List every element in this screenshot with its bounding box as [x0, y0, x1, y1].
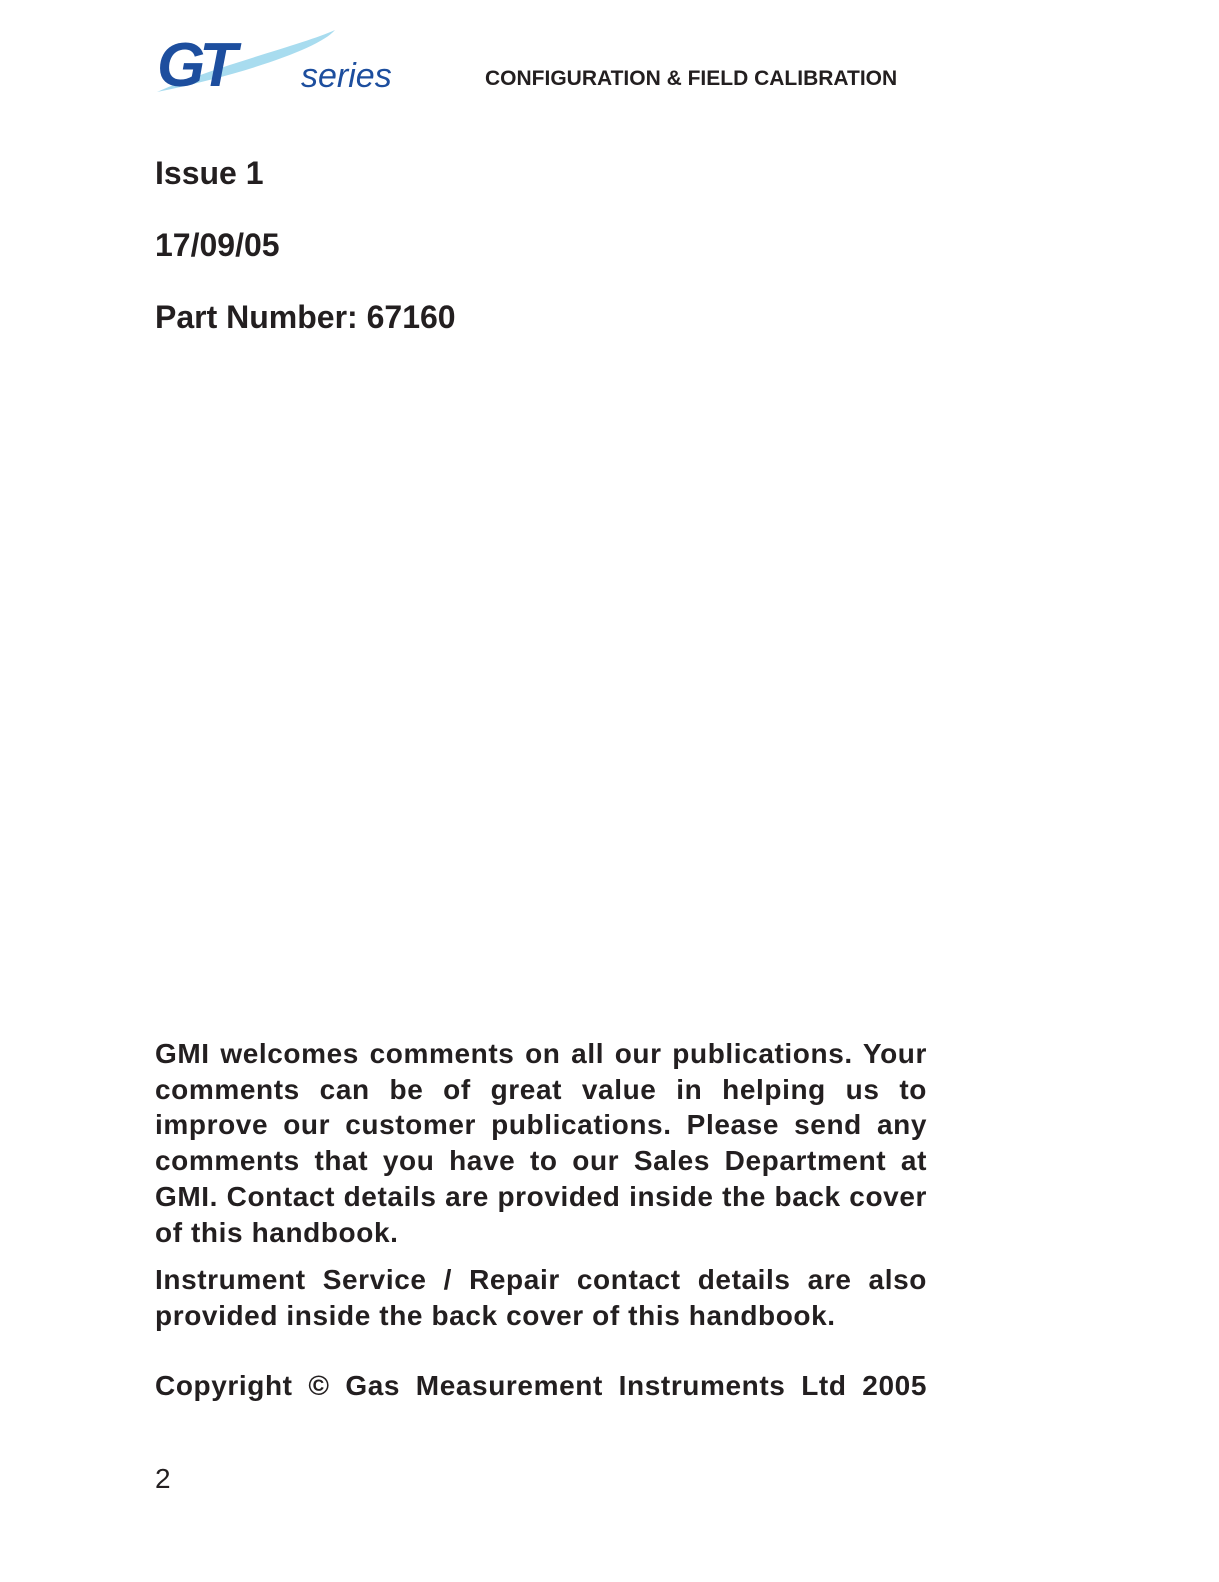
logo-gt-text: GT: [157, 31, 232, 98]
issue-date: 17/09/05: [155, 227, 280, 263]
comments-paragraph: GMI welcomes comments on all our publications. Your comments can be of great value in helping us to improve our customer publications. Please send any comments that you have to our Sales Department at GMI. Contact details are provided inside the back cover of this handbook.: [155, 1038, 927, 1248]
copyright-notice: Copyright © Gas Measurement Instruments Ltd 2005: [155, 1370, 927, 1401]
part-number: Part Number: 67160: [155, 299, 456, 335]
header-title: CONFIGURATION & FIELD CALIBRATION: [485, 67, 898, 90]
logo-series-text: series: [301, 57, 392, 95]
service-paragraph: Instrument Service / Repair contact details are also provided inside the back cover of this handbook.: [155, 1264, 927, 1331]
page-number: 2: [155, 1463, 171, 1494]
gt-series-logo: [155, 26, 405, 98]
issue-number: Issue 1: [155, 155, 264, 191]
